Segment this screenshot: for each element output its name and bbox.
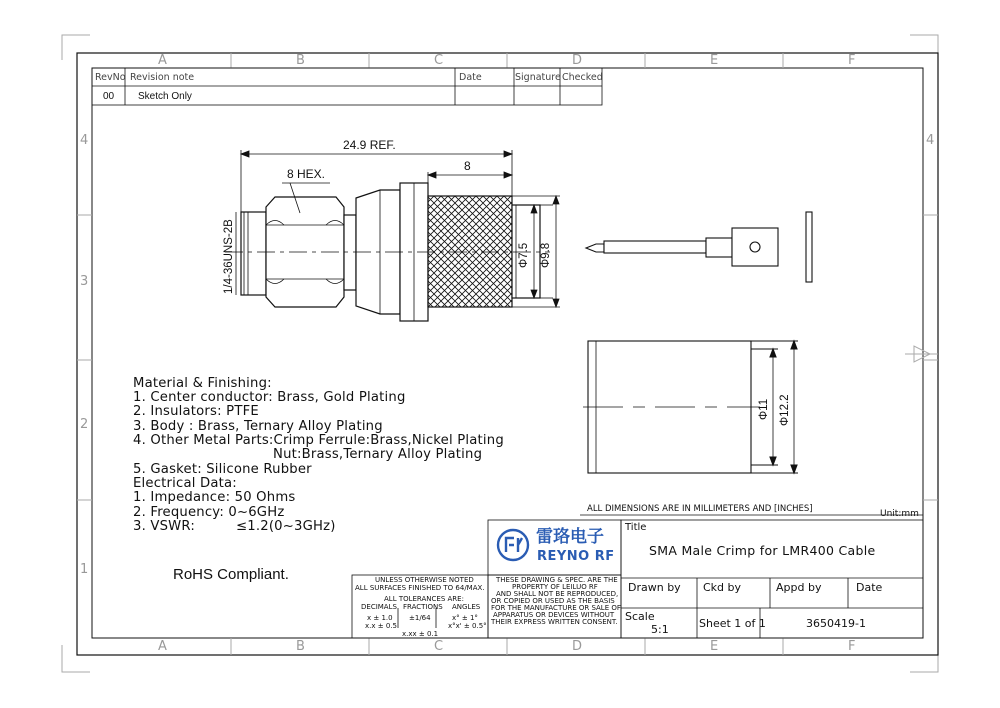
note-material-heading: Material & Finishing: [133, 376, 272, 391]
dim-d75-label: Φ7.5 [518, 242, 530, 268]
property-line-6: APPARATUS OR DEVICES WITHOUT [493, 611, 615, 619]
tol-header-fractions: FRACTIONS [403, 603, 443, 611]
all-dimensions-note: ALL DIMENSIONS ARE IN MILLIMETERS AND [INCHES] [587, 504, 813, 514]
note-insulators: 2. Insulators: PTFE [133, 404, 259, 419]
tol-r2a: x.x ± 0.5 [365, 622, 397, 630]
zone-row-1-left: 1 [80, 562, 89, 577]
ckd-by-label: Ckd by [703, 581, 742, 594]
date-label: Date [856, 581, 883, 594]
center-pin-drawing [586, 228, 778, 266]
property-line-1: THESE DRAWING & SPEC. ARE THE [496, 576, 618, 584]
zone-col-b-bottom: B [296, 639, 305, 654]
tol-header-angles: ANGLES [452, 603, 481, 611]
zone-col-e-bottom: E [710, 639, 719, 654]
zone-row-4-right: 4 [926, 133, 935, 148]
tol-r2c: x°x' ± 0.5° [448, 622, 487, 630]
logo-cn-text: 雷珞电子 [536, 527, 604, 547]
outer-border [77, 53, 938, 655]
note-other-metal: 4. Other Metal Parts:Crimp Ferrule:Brass,Nickel Plating [133, 433, 504, 448]
scale-value: 5:1 [651, 623, 669, 636]
drawn-by-label: Drawn by [628, 581, 681, 594]
zone-ticks [77, 53, 938, 655]
zone-col-d-top: D [572, 53, 583, 68]
drawing-title: SMA Male Crimp for LMR400 Cable [649, 543, 876, 558]
note-body: 3. Body : Brass, Ternary Alloy Plating [133, 419, 383, 434]
rev-header-revno: RevNo [95, 72, 126, 83]
property-line-4: OR COPIED OR USED AS THE BASIS [491, 597, 615, 605]
note-gasket: 5. Gasket: Silicone Rubber [133, 462, 312, 477]
dim-overall-label: 24.9 REF. [343, 138, 396, 152]
dim-thread-label: 1/4-36UNS-2B [223, 219, 235, 294]
gasket-drawing [806, 212, 812, 282]
note-electrical-heading: Electrical Data: [133, 476, 237, 491]
logo-en-text: REYNO RF [537, 549, 615, 564]
note-vswr-value: ≤1.2(0~3GHz) [236, 519, 336, 534]
zone-col-a-bottom: A [158, 639, 167, 654]
dim-d122-label: Φ12.2 [779, 394, 791, 426]
part-number: 3650419-1 [806, 617, 866, 630]
note-impedance: 1. Impedance: 50 Ohms [133, 490, 296, 505]
tol-r1a: x ± 1.0 [367, 614, 393, 622]
note-frequency: 2. Frequency: 0~6GHz [133, 505, 285, 520]
property-line-2: PROPERTY OF LEILUO RF [512, 583, 598, 591]
property-line-5: FOR THE MANUFACTURE OR SALE OF [491, 604, 621, 612]
dim-d98-label: Φ9.8 [540, 242, 552, 268]
zone-col-c-top: C [434, 53, 444, 68]
zone-row-4-left: 4 [80, 133, 89, 148]
zone-row-2-left: 2 [80, 417, 89, 432]
rev-row-revno: 00 [103, 91, 115, 102]
zone-col-b-top: B [296, 53, 305, 68]
tol-line3: ALL TOLERANCES ARE: [384, 595, 464, 603]
property-line-7: THEIR EXPRESS WRITTEN CONSENT. [491, 618, 618, 626]
note-nut: Nut:Brass,Ternary Alloy Plating [273, 447, 483, 462]
note-vswr-label: 3. VSWR: [133, 519, 196, 534]
sheet-label: Sheet 1 of 1 [699, 617, 766, 630]
tol-header-decimals: DECIMALS [361, 603, 397, 611]
property-line-3: AND SHALL NOT BE REPRODUCED, [496, 590, 619, 598]
tol-r1c: x° ± 1° [452, 614, 478, 622]
logo-mark [498, 530, 528, 560]
zone-col-d-bottom: D [572, 639, 583, 654]
tol-line2: ALL SURFACES FINISHED TO 64/MAX. [355, 584, 485, 592]
tol-r3a: x.xx ± 0.1 [402, 630, 439, 638]
tol-line1: UNLESS OTHERWISE NOTED [375, 576, 474, 584]
title-label: Title [625, 522, 647, 533]
rev-row-note: Sketch Only [138, 91, 192, 102]
dim-hex-label: 8 HEX. [287, 167, 326, 181]
zone-col-a-top: A [158, 53, 167, 68]
zone-col-f-top: F [848, 53, 856, 68]
rohs-label: RoHS Compliant. [173, 566, 289, 583]
title-block-lines [621, 520, 923, 638]
tol-r1b: ±1/64 [409, 614, 431, 622]
zone-col-c-bottom: C [434, 639, 444, 654]
zone-col-f-bottom: F [848, 639, 856, 654]
note-center-conductor: 1. Center conductor: Brass, Gold Plating [133, 390, 406, 405]
appd-by-label: Appd by [776, 581, 822, 594]
connector-side-view [225, 183, 550, 321]
rev-header-signature: Signature [515, 72, 561, 83]
dim-ferrule-label: 8 [464, 159, 471, 173]
rev-header-date: Date [459, 72, 482, 83]
zone-row-3-left: 3 [80, 274, 89, 289]
zone-col-e-top: E [710, 53, 719, 68]
unit-label: Unit:mm [880, 509, 919, 519]
scale-label: Scale [625, 610, 655, 623]
rev-header-checked: Checked [562, 72, 603, 83]
rev-header-note: Revision note [130, 72, 195, 83]
dim-d11-label: Φ11 [758, 398, 770, 420]
